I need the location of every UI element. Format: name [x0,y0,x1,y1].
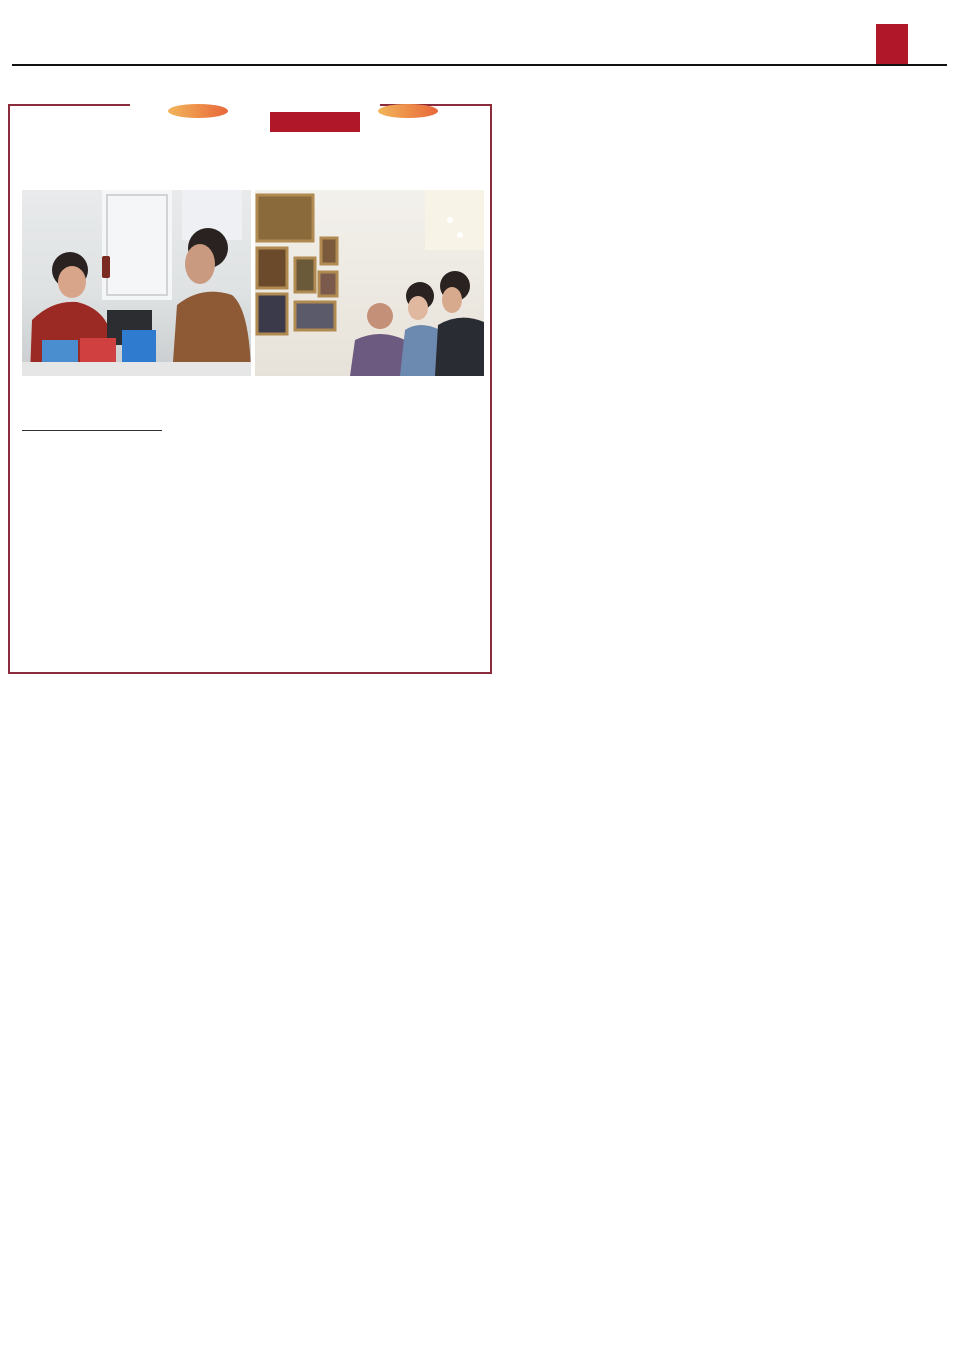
photo-illustration [22,190,251,376]
photo-elder-authentication [22,190,251,376]
frame-gap [130,104,380,106]
feature-column-1 [22,438,166,668]
feature-column-2 [172,418,316,668]
masthead-rule [12,64,947,66]
photo-illustration [255,190,484,376]
photo-home-visit [255,190,484,376]
ribbon-wing-right [378,104,438,118]
page-number-badge [876,24,908,66]
ribbon-wing-left [168,104,228,118]
column-ribbon [270,112,360,132]
masthead [0,0,960,68]
byline-rule [22,430,162,431]
